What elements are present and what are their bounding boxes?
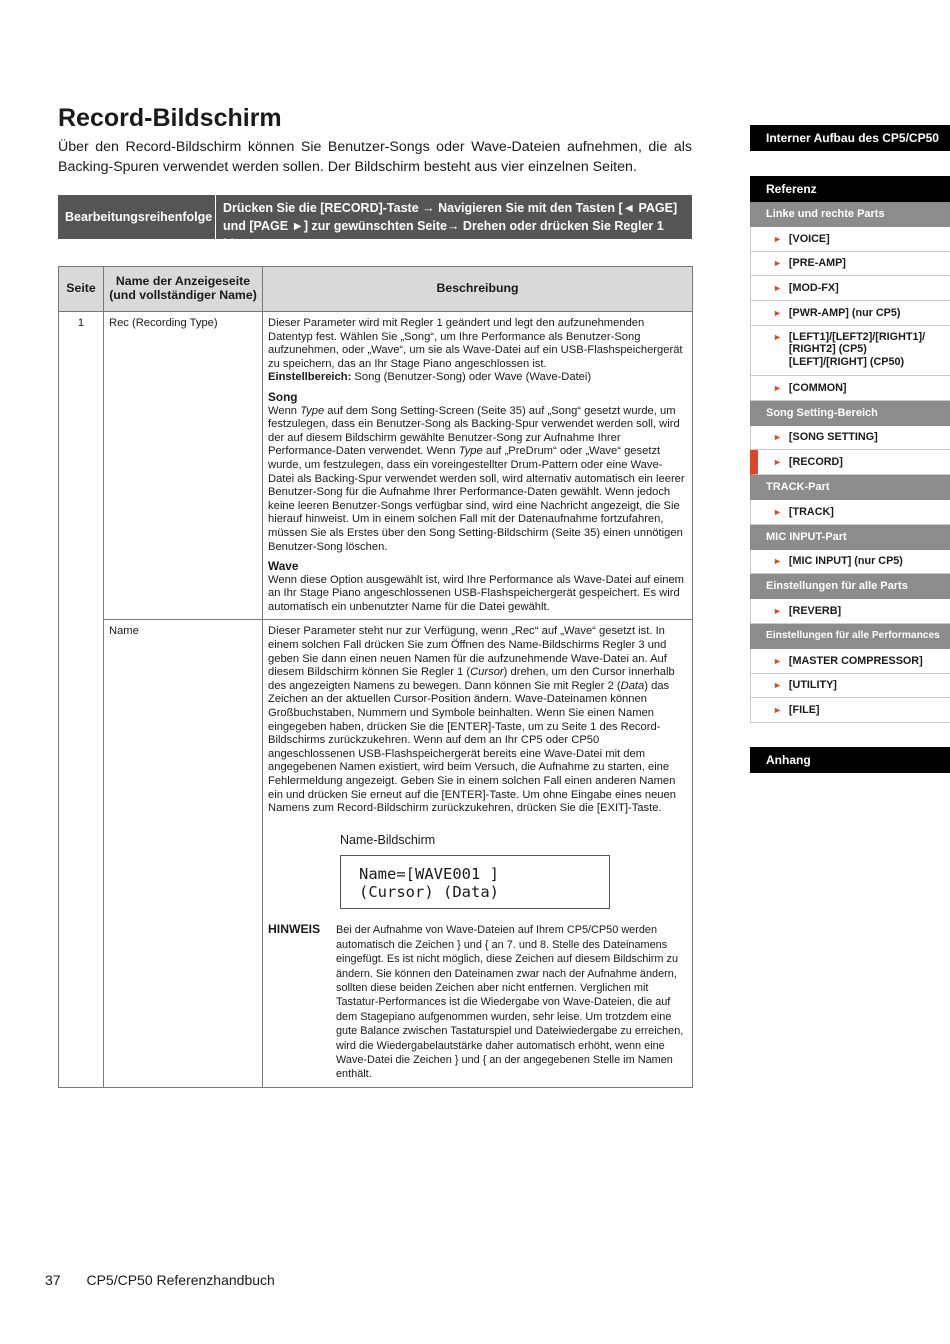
arrow-right-icon: ► <box>773 331 782 342</box>
range-line <box>268 371 687 385</box>
note-label: HINWEIS <box>268 922 321 937</box>
rec-description: Dieser Parameter wird mit Regler 1 geändert und legt den aufzunehmenden Datentyp fest. Wählen Sie „Song“, um Ihre Performance als Benutzer-Song aufzunehmen, oder „Wave“, um sie als Wave-Datei auf ein USB-Flashspeichergerät zu speichern, das an Ihr Stage Piano angeschlossen ist. <box>268 317 683 370</box>
header-name <box>104 267 263 312</box>
lcd-caption: Name-Bildschirm <box>340 832 436 847</box>
arrow-right-icon: ► <box>773 308 782 319</box>
parameter-table <box>58 266 693 1088</box>
row-page: 1 <box>59 312 104 620</box>
arrow-right-icon: ► <box>773 233 782 244</box>
nav-section-all-performances[interactable]: Einstellungen für alle Performances <box>750 624 950 649</box>
nav-section-mic[interactable]: MIC INPUT-Part <box>750 525 950 550</box>
arrow-right-icon: ► <box>773 606 782 617</box>
lcd-line: Name=[WAVE001 ] <box>359 865 499 884</box>
nav-anhang[interactable]: Anhang <box>750 747 950 773</box>
sidebar-internal[interactable] <box>750 125 950 151</box>
sidebar-reference <box>750 176 950 723</box>
lcd-line: (Cursor) (Data) <box>359 883 499 902</box>
nav-item-master-compressor[interactable]: ► [MASTER COMPRESSOR] <box>750 649 950 674</box>
nav-item-pwr-amp[interactable]: ► [PWR-AMP] (nur CP5) <box>750 301 950 326</box>
nav-referenz[interactable]: Referenz <box>750 176 950 202</box>
lcd-display <box>340 855 610 909</box>
song-text: Wenn Type auf dem Song Setting-Screen (Seite 35) auf „Song“ gesetzt wurde, um festzulegen, dass ein Benutzer-Song als Backing-Spur verwendet werden soll, wird der auf diesem Bildschirm gewählte Benutzer-Song zur Aufnahme Ihrer Performance-Daten verwendet. Wenn Type auf „PreDrum“ oder „Wave“ gesetzt wurde, um festzulegen, dass ein voreingestellter Drum-Pattern oder eine Wave-Datei als Backing-Spur verwendet werden soll, wird alternativ automatisch ein leerer Benutzer-Song für die Aufnahme Ihrer Performance-Daten gewählt. Wenn jedoch keine leeren Benutzer-Songs verfügbar sind, wird eine Nachricht angezeigt, die Sie hierauf hinweist. Um in einem solchen Fall mit der Datenaufnahme fortzufahren, müssen Sie als Erstes über den Song Setting-Bildschirm (Seite 35) einen unnötigen Benutzer-Song löschen. <box>268 404 685 553</box>
nav-item-common[interactable]: ► [COMMON] <box>750 376 950 401</box>
note-text: Bei der Aufnahme von Wave-Dateien auf Ihrem CP5/CP50 werden automatisch die Zeichen } und { an 7. und 8. Stelle des Dateinamens eingefügt. Es ist nicht möglich, diese Zeichen auf diesem Bildschirm zu ändern. Sie können den Dateinamen zwar nach der Aufnahme ändern, sollten diese beiden Zeichen aber nicht entfernen. Verglichen mit Tastatur-Performances ist die Wiedergabe von Wave-Dateien, die auf dem Stagepiano aufgenommen wurden, sehr leise. Um trotzdem eine gute Balance zwischen Tastaturspiel und Dateiwiedergabe zu erreichen, wird die Wiedergabelautstärke daher automatisch erhöht, wenn eine Wave-Datei die Zeichen } und { an der angegebenen Stelle im Namen enthält. <box>336 924 684 1081</box>
arrow-right-icon: ► <box>773 655 782 666</box>
row-name: Name <box>104 620 263 1087</box>
row-name: Rec (Recording Type) <box>104 312 263 620</box>
arrow-right-icon: ► <box>773 432 782 443</box>
nav-item-song-setting[interactable]: ► [SONG SETTING] <box>750 426 950 451</box>
nav-item-mod-fx[interactable]: ► [MOD-FX] <box>750 276 950 301</box>
row-description <box>263 620 693 1087</box>
range-value: Song (Benutzer-Song) oder Wave (Wave-Datei) <box>351 371 592 384</box>
range-label: Einstellbereich: <box>268 371 352 384</box>
nav-item-record[interactable]: ► [RECORD] <box>750 450 950 475</box>
nav-internal-structure[interactable]: Interner Aufbau des CP5/CP50 <box>750 125 950 151</box>
nav-item-utility[interactable]: ► [UTILITY] <box>750 674 950 699</box>
nav-item-left-right[interactable]: ► [LEFT1]/[LEFT2]/[RIGHT1]/ [RIGHT2] (CP5) [LEFT]/[RIGHT] (CP50) <box>750 326 950 376</box>
song-heading: Song <box>268 389 298 404</box>
arrow-right-icon: ► <box>773 705 782 716</box>
nav-item-track[interactable]: ► [TRACK] <box>750 500 950 525</box>
table-row <box>59 312 693 620</box>
wave-heading: Wave <box>268 559 299 574</box>
nav-item-reverb[interactable]: ► [REVERB] <box>750 599 950 624</box>
row-page <box>59 620 104 1087</box>
arrow-right-icon: ► <box>773 556 782 567</box>
header-name-line: Name der Anzeigeseite <box>115 274 251 289</box>
page-footer <box>45 1272 275 1288</box>
table-header-row <box>59 267 693 312</box>
edit-sequence-line: und [PAGE ►] zur gewünschten Seite→ Drehen oder drücken Sie Regler 1 bis 3 <box>223 219 664 251</box>
arrow-right-icon: ► <box>773 283 782 294</box>
arrow-right-icon: ► <box>773 382 782 393</box>
nav-section-parts[interactable]: Linke und rechte Parts <box>750 202 950 227</box>
nav-section-track[interactable]: TRACK-Part <box>750 475 950 500</box>
nav-item-voice[interactable]: ► [VOICE] <box>750 227 950 252</box>
page-number: 37 <box>45 1272 61 1288</box>
arrow-right-icon: ► <box>773 457 782 468</box>
wave-text: Wenn diese Option ausgewählt ist, wird Ihre Performance als Wave-Datei auf einem an Ihr Stage Piano angeschlossenen USB-Flashspeichergerät gespeichert. Es wird automatisch ein unbenutzter Name für die Datei gewählt. <box>268 573 684 613</box>
arrow-right-icon: ► <box>773 506 782 517</box>
intro-text: Über den Record-Bildschirm können Sie Benutzer-Songs oder Wave-Dateien aufnehmen, die als Backing-Spuren verwendet werden sollen. Der Bildschirm besteht aus vier einzelnen Seiten. <box>58 139 692 175</box>
table-row <box>59 620 693 1087</box>
note-block <box>268 923 687 1081</box>
manual-name: CP5/CP50 Referenzhandbuch <box>86 1272 275 1288</box>
name-description: Dieser Parameter steht nur zur Verfügung, wenn „Rec“ auf „Wave“ gesetzt ist. In einem solchen Fall drücken Sie zum Öffnen des Name-Bildschirms Regler 3 und geben Sie dann einen neuen Namen für die aufzunehmende Wave-Datei an. Auf diesem Bildschirm können Sie Regler 1 (Cursor) drehen, um den Cursor innerhalb des angezeigten Namens zu bewegen. Dann können Sie mit Regler 2 (Data) das Zeichen an der aktuellen Cursor-Position ändern. Wave-Dateinamen können Großbuchstaben, Nummern und Symbole beinhalten. Wenn Sie einen Namen eingegeben haben, drücken Sie die [ENTER]-Taste, um zu Seite 1 des Record-Bildschirms zurückzukehren. Wenn auf dem an Ihr CP5 oder CP50 angeschlossenen USB-Flashspeichergerät bereits eine Wave-Datei mit dem angegebenen Namen existiert, wird beim Versuch, die Aufnahme zu starten, eine Fehlermeldung angezeigt. Geben Sie in einem solchen Fall einen anderen Namen ein und drücken Sie erneut auf die [ENTER]-Taste. Um ohne Eingabe eines neuen Namens zum Record-Bildschirm zurückzukehren, drücken Sie die [EXIT]-Taste. <box>268 625 676 815</box>
nav-section-song[interactable]: Song Setting-Bereich <box>750 401 950 426</box>
edit-sequence-label: Bearbeitungsreihenfolge <box>58 195 216 239</box>
nav-item-mic-input[interactable]: ► [MIC INPUT] (nur CP5) <box>750 550 950 575</box>
edit-sequence-line: Drücken Sie die [RECORD]-Taste → Navigieren Sie mit den Tasten [◄ PAGE] <box>223 201 678 215</box>
header-page: Seite <box>59 267 104 312</box>
nav-item-file[interactable]: ► [FILE] <box>750 698 950 723</box>
header-description: Beschreibung <box>263 267 693 312</box>
edit-sequence-steps <box>216 195 692 251</box>
row-description <box>263 312 693 620</box>
header-name-line: (und vollständiger Name) <box>109 288 257 302</box>
sidebar-appendix <box>750 747 950 773</box>
nav-section-all-parts[interactable]: Einstellungen für alle Parts <box>750 574 950 599</box>
page-title: Record-Bildschirm <box>58 104 282 132</box>
arrow-right-icon: ► <box>773 258 782 269</box>
edit-sequence-box <box>58 195 692 251</box>
arrow-right-icon: ► <box>773 680 782 691</box>
nav-item-pre-amp[interactable]: ► [PRE-AMP] <box>750 252 950 277</box>
